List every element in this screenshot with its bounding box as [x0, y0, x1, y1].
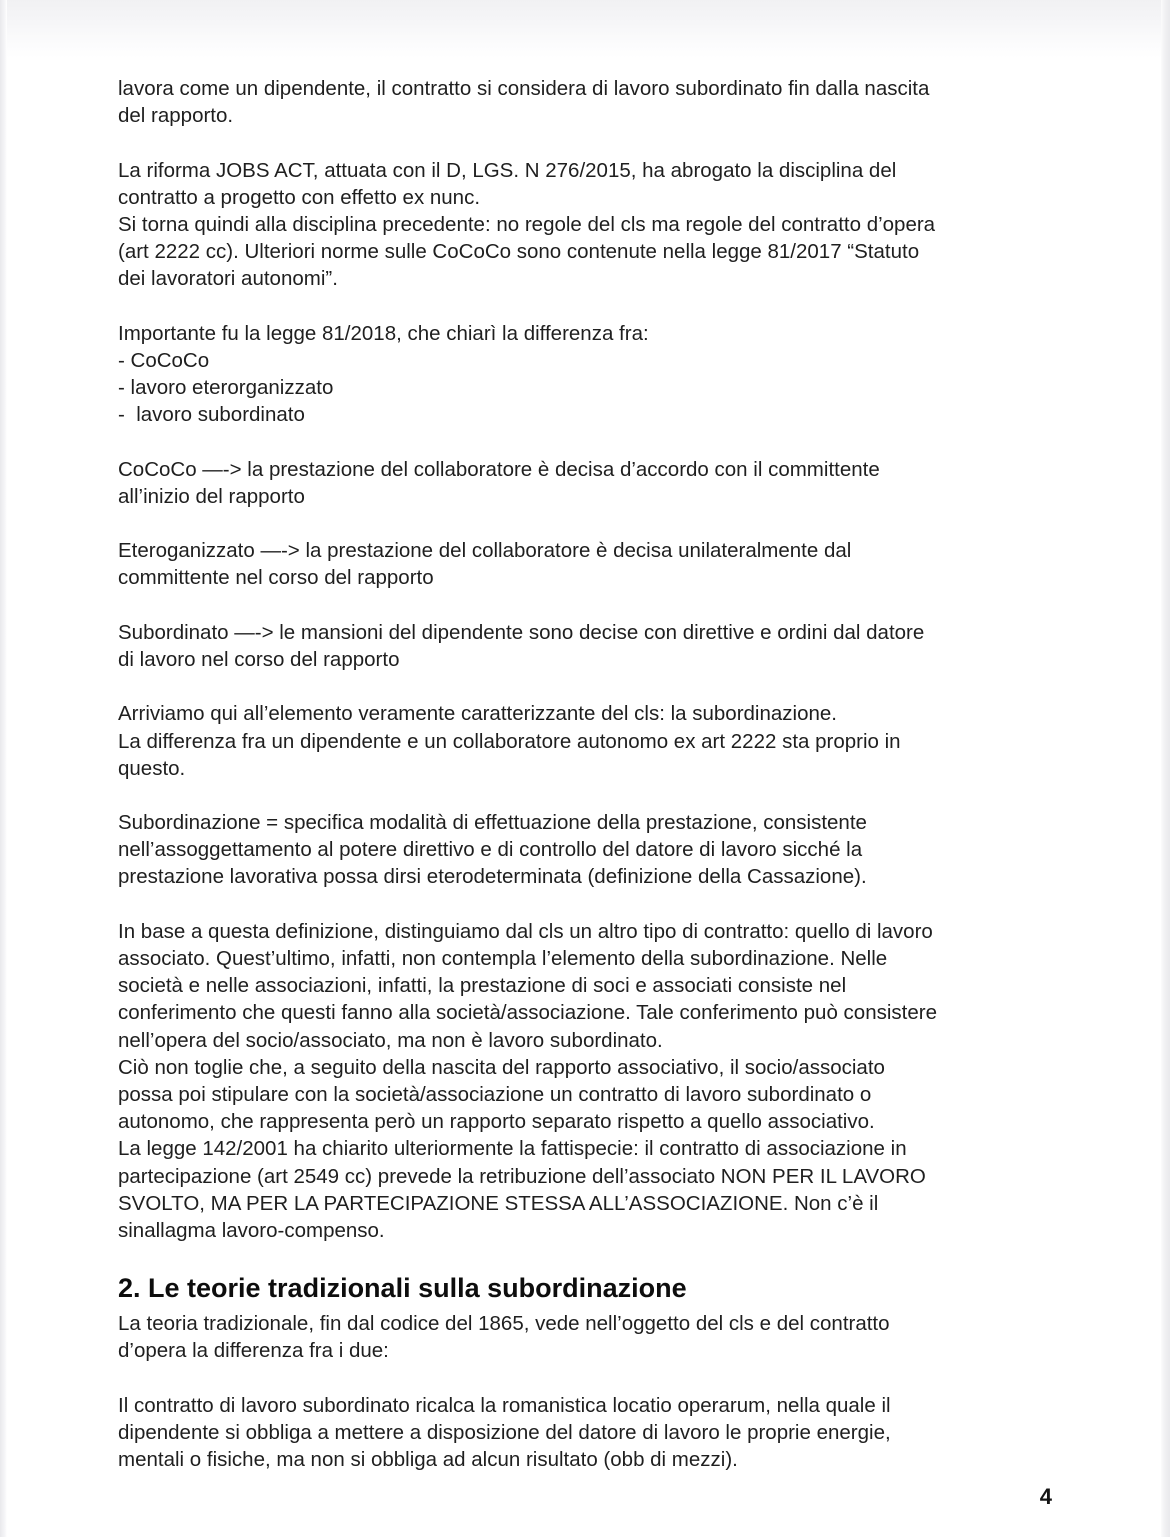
- paragraph: [118, 75, 1058, 129]
- page-number: 4: [1039, 1484, 1052, 1509]
- text-line: - CoCoCo: [118, 348, 210, 372]
- text-line: lavora come un dipendente, il contratto si considera di lavoro subordinato fin dalla nascita: [118, 77, 930, 100]
- text-line: Ciò non toglie che, a seguito della nascita del rapporto associativo, il socio/associato: [118, 1055, 885, 1079]
- text-line: CoCoCo —-> la prestazione del collaboratore è decisa d’accordo con il committente: [118, 457, 880, 481]
- text-line: società e nelle associazioni, infatti, la prestazione di soci e associati consiste nel: [118, 974, 847, 998]
- document-content: [118, 75, 1058, 1473]
- text-line: Subordinato —-> le mansioni del dipendente sono decise con direttive e ordini dal datore: [118, 620, 925, 644]
- text-line: all’inizio del rapporto: [118, 484, 305, 508]
- text-line: Subordinazione = specifica modalità di effettuazione della prestazione, consistente: [118, 811, 867, 835]
- page-left-edge: [0, 0, 7, 1537]
- text-line: SVOLTO, MA PER LA PARTECIPAZIONE STESSA ALL’ASSOCIAZIONE. Non c’è il: [118, 1191, 879, 1215]
- text-line: Arriviamo qui all’elemento veramente caratterizzante del cls: la subordinazione.: [118, 702, 837, 726]
- paragraph: [118, 700, 1058, 782]
- text-line: dei lavoratori autonomi”.: [118, 267, 338, 291]
- text-line: conferimento che questi fanno alla società/associazione. Tale conferimento può consistere: [118, 1001, 937, 1025]
- text-line: autonomo, che rappresenta però un rapporto separato rispetto a quello associativo.: [118, 1110, 875, 1134]
- text-line: del rapporto.: [118, 104, 234, 128]
- text-line: Importante fu la legge 81/2018, che chiarì la differenza fra:: [118, 321, 649, 345]
- text-line: mentali o fisiche, ma non si obbliga ad alcun risultato (obb di mezzi).: [118, 1448, 738, 1472]
- text-line: di lavoro nel corso del rapporto: [118, 647, 400, 671]
- text-line: La teoria tradizionale, fin dal codice del 1865, vede nell’oggetto del cls e del contratto: [118, 1312, 890, 1336]
- text-line: committente nel corso del rapporto: [118, 566, 434, 590]
- paragraph: [118, 918, 1058, 1244]
- text-line: d’opera la differenza fra i due:: [118, 1339, 389, 1363]
- paragraph: [118, 1310, 1058, 1364]
- page-right-edge: [1161, 0, 1170, 1537]
- text-line: Si torna quindi alla disciplina precedente: no regole del cls ma regole del contratto d’opera: [118, 212, 936, 236]
- paragraph: [118, 809, 1058, 891]
- text-line: associato. Quest’ultimo, infatti, non contempla l’elemento della subordinazione. Nelle: [118, 947, 888, 970]
- text-line: Il contratto di lavoro subordinato ricalca la romanistica locatio operarum, nella quale il: [118, 1393, 891, 1417]
- text-line: In base a questa definizione, distinguiamo dal cls un altro tipo di contratto: quello di lavoro: [118, 919, 933, 943]
- paragraph: [118, 537, 1058, 591]
- text-line: prestazione lavorativa possa dirsi eterodeterminata (definizione della Cassazione).: [118, 865, 867, 889]
- paragraph: [118, 456, 1058, 510]
- text-line: possa poi stipulare con la società/associazione un contratto di lavoro subordinato o: [118, 1082, 872, 1106]
- text-line: - lavoro eterorganizzato: [118, 376, 334, 400]
- text-line: contratto a progetto con effetto ex nunc.: [118, 185, 481, 209]
- paragraph: [118, 320, 1058, 429]
- text-line: (art 2222 cc). Ulteriori norme sulle CoCoCo sono contenute nella legge 81/2017 “Statuto: [118, 240, 920, 264]
- paragraph: [118, 157, 1058, 293]
- text-line: nell’assoggettamento al potere direttivo e di controllo del datore di lavoro sicché la: [118, 838, 863, 862]
- text-line: Eteroganizzato —-> la prestazione del collaboratore è decisa unilateralmente dal: [118, 539, 852, 563]
- text-line: partecipazione (art 2549 cc) prevede la retribuzione dell’associato NON PER IL LAVORO: [118, 1164, 926, 1188]
- text-line: - lavoro subordinato: [118, 403, 305, 427]
- text-line: La legge 142/2001 ha chiarito ulteriormente la fattispecie: il contratto di associazione in: [118, 1137, 907, 1161]
- text-line: sinallagma lavoro-compenso.: [118, 1218, 385, 1242]
- text-line: nell’opera del socio/associato, ma non è lavoro subordinato.: [118, 1028, 663, 1052]
- page-top-shadow: [0, 0, 1170, 58]
- paragraph: [118, 1392, 1058, 1474]
- text-line: questo.: [118, 756, 186, 780]
- text-line: La riforma JOBS ACT, attuata con il D, LGS. N 276/2015, ha abrogato la disciplina del: [118, 158, 897, 182]
- paragraph: [118, 619, 1058, 673]
- section-heading: 2. Le teorie tradizionali sulla subordinazione: [118, 1273, 687, 1304]
- text-line: La differenza fra un dipendente e un collaboratore autonomo ex art 2222 sta proprio in: [118, 729, 901, 753]
- text-line: dipendente si obbliga a mettere a disposizione del datore di lavoro le proprie energie,: [118, 1421, 891, 1444]
